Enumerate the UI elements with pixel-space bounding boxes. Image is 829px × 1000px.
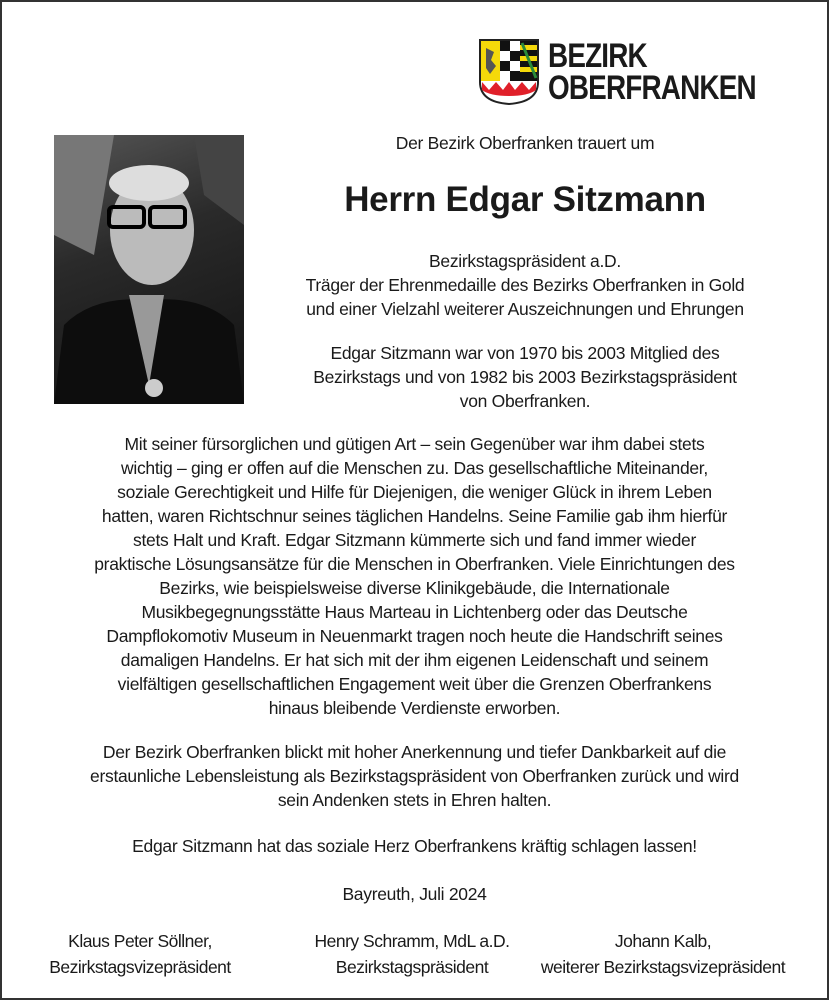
deceased-name: Herrn Edgar Sitzmann <box>344 180 706 219</box>
title-line: Träger der Ehrenmedaille des Bezirks Oberfranken in Gold <box>305 275 745 295</box>
text-line: praktische Lösungsansätze für die Menschen in Oberfranken. Viele Einrichtungen des <box>94 554 735 574</box>
signature-2 <box>282 928 542 980</box>
bio-line: Edgar Sitzmann war von 1970 bis 2003 Mitglied des <box>330 343 720 363</box>
text-line: Dampflokomotiv Museum in Neuenmarkt tragen noch heute die Handschrift seines <box>106 626 723 646</box>
signer-role: Bezirkstagsvizepräsident <box>49 957 231 977</box>
logo-line-1: BEZIRK <box>548 37 647 75</box>
title-line: Bezirkstagspräsident a.D. <box>429 251 621 271</box>
bio-line: von Oberfranken. <box>459 391 591 411</box>
text-line: erstaunliche Lebensleistung als Bezirkstagspräsident von Oberfranken zurück und wird <box>90 766 739 786</box>
text-line: damaligen Handelns. Er hat sich mit der ihm eigenen Leidenschaft und seinem <box>120 650 709 670</box>
text-line: Musikbegegnungsstätte Haus Marteau in Lichtenberg oder das Deutsche <box>141 602 688 622</box>
text-line: wichtig – ging er offen auf die Menschen zu. Das gesellschaftliche Miteinander, <box>121 458 708 478</box>
place-date: Bayreuth, Juli 2024 <box>342 884 487 904</box>
text-line: hatten, waren Richtschnur seines täglichen Handelns. Seine Familie gab ihm hierfür <box>101 506 728 526</box>
text-line: vielfältigen gesellschaftlichen Engagement weit über die Grenzen Oberfrankens <box>117 674 712 694</box>
bezirk-logo <box>478 38 801 106</box>
text-line: sein Andenken stets in Ehren halten. <box>277 790 552 810</box>
signature-3 <box>533 928 793 980</box>
title-line: und einer Vielzahl weiterer Auszeichnungen und Ehrungen <box>306 299 744 319</box>
closing-line: Edgar Sitzmann hat das soziale Herz Oberfrankens kräftig schlagen lassen! <box>132 836 697 856</box>
signer-role: weiterer Bezirkstagsvizepräsident <box>540 957 786 977</box>
signer-role: Bezirkstagspräsident <box>335 957 489 977</box>
portrait-photo <box>54 135 244 404</box>
titles <box>250 249 800 321</box>
signer-name: Klaus Peter Söllner, <box>68 931 212 951</box>
paragraph-2 <box>20 740 809 812</box>
logo-line-2: OBERFRANKEN <box>548 69 756 107</box>
intro-text: Der Bezirk Oberfranken trauert um <box>395 133 655 153</box>
text-line: hinaus bleibende Verdienste erworben. <box>268 698 561 718</box>
text-line: Der Bezirk Oberfranken blickt mit hoher Anerkennung und tiefer Dankbarkeit auf die <box>102 742 727 762</box>
signature-1 <box>10 928 270 980</box>
bio-line: Bezirkstags und von 1982 bis 2003 Bezirkstagspräsident <box>313 367 737 387</box>
paragraph-1 <box>20 432 809 720</box>
signer-name: Johann Kalb, <box>614 931 712 951</box>
text-line: stets Halt und Kraft. Edgar Sitzmann kümmerte sich und fand immer wieder <box>133 530 696 550</box>
text-line: soziale Gerechtigkeit und Hilfe für Diejenigen, die weniger Glück in ihrem Leben <box>117 482 712 502</box>
text-line: Bezirks, wie beispielsweise diverse Klinikgebäude, die Internationale <box>159 578 670 598</box>
signer-name: Henry Schramm, MdL a.D. <box>314 931 510 951</box>
bio <box>250 341 800 413</box>
coat-of-arms-icon <box>478 38 540 106</box>
text-line: Mit seiner fürsorglichen und gütigen Art – sein Gegenüber war ihm dabei stets <box>124 434 705 454</box>
